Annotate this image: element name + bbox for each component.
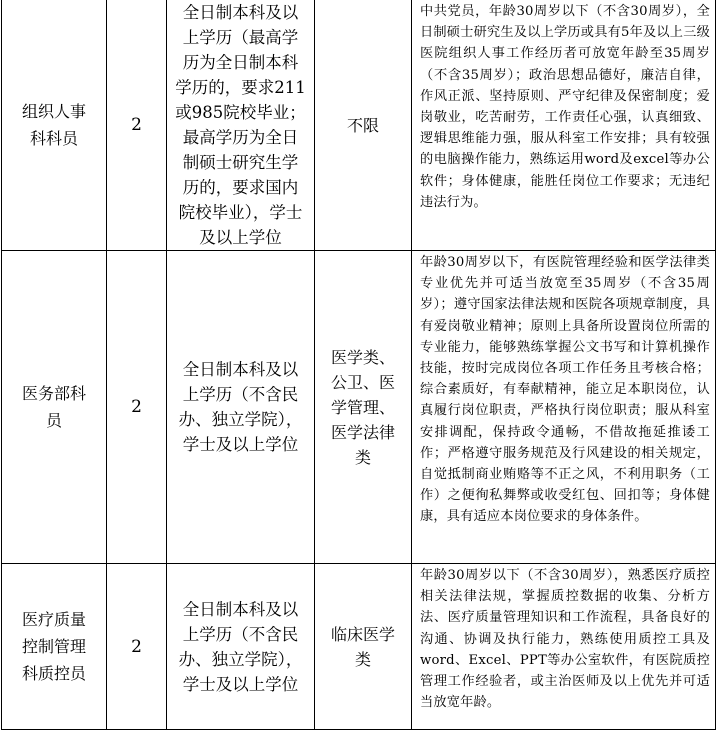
count-cell	[107, 251, 167, 564]
position-count: 2	[131, 636, 142, 657]
position-name: 医疗质量 控制管理 科质控员	[21, 610, 86, 683]
education-requirement: 全日制本科及以 上学历（不含民 办、独立学院）， 学士及以上学位	[178, 599, 303, 694]
recruitment-table	[1, 0, 716, 730]
other-requirements: 年龄30周岁以下（不含30周岁），熟悉医疗质控相关法律法规，掌握质控数据的收集、分析方法、医疗质量管理知识和工作流程，具备良好的沟通、协调及执行能力，熟练使用质控工具及word、Excel、PPT等办公室软件，有医院质控管理工作经验者，或主治医师及以上优先并可适当放宽年龄。	[420, 568, 710, 711]
position-cell	[2, 0, 107, 251]
education-requirement: 全日制本科及以 上学历（不含民 办、独立学院）， 学士及以上学位	[178, 360, 303, 454]
other-requirements: 年龄30周岁以下，有医院管理经验和医学法律类专业优先并可适当放宽至35周岁（不含35周岁）；遵守国家法律法规和医院各项规章制度，具有爱岗敬业精神；原则上具备所设置岗位所需的专业能力，能够熟练掌握公文书写和计算机操作技能，按时完成岗位各项工作任务且考核合格；综合素质好，有奉献精神，能立足本职岗位，认真履行岗位职责，严格执行岗位职责；服从科室安排调配，保持政令通畅，不借故拖延推诿工作；严格遵守服务规范及行风建设的相关规定，自觉抵制商业贿赂等不正之风，不利用职务（工作）之便徇私舞弊或收受红包、回扣等；身体健康，具有适应本岗位要求的身体条件。	[420, 255, 710, 525]
major-requirement: 不限	[346, 115, 379, 135]
major-cell	[315, 0, 412, 251]
position-name: 医务部科 员	[21, 384, 86, 430]
table-row	[2, 251, 716, 564]
major-cell	[315, 251, 412, 564]
count-cell	[107, 0, 167, 251]
major-cell	[315, 564, 412, 730]
count-cell	[107, 564, 167, 730]
requirements-cell	[412, 0, 716, 251]
education-requirement: 全日制本科及以 上学历（最高学 历为全日制本科 学历的，要求211 或985院校毕业； 最高学历为全日 制硕士研究生学 历的，要求国内 院校毕业），学士 及以上学位	[175, 3, 306, 247]
major-requirement: 临床医学 类	[330, 624, 395, 669]
position-cell	[2, 251, 107, 564]
position-cell	[2, 564, 107, 730]
education-cell	[167, 251, 315, 564]
position-count: 2	[131, 115, 142, 135]
table-row	[2, 564, 716, 730]
requirements-cell	[412, 251, 716, 564]
position-count: 2	[131, 397, 142, 417]
education-cell	[167, 0, 315, 251]
education-cell	[167, 564, 315, 730]
major-requirement: 医学类、 公卫、医 学管理、 医学法律 类	[330, 347, 395, 467]
table-row	[2, 0, 716, 251]
other-requirements: 中共党员，年龄30周岁以下（不含30周岁），全日制硕士研究生及以上学历或具有5年及以上三级医院组织人事工作经历者可放宽年龄至35周岁（不含35周岁）；政治思想品德好，廉洁自律，作风正派、坚持原则、严守纪律及保密制度；爱岗敬业，吃苦耐劳，工作责任心强，认真细致、逻辑思维能力强，服从科室工作安排；具有较强的电脑操作能力，熟练运用word及excel等办公软件；身体健康，能胜任岗位工作要求；无违纪违法行为。	[420, 4, 710, 210]
position-name: 组织人事 科科员	[21, 102, 86, 148]
requirements-cell	[412, 564, 716, 730]
